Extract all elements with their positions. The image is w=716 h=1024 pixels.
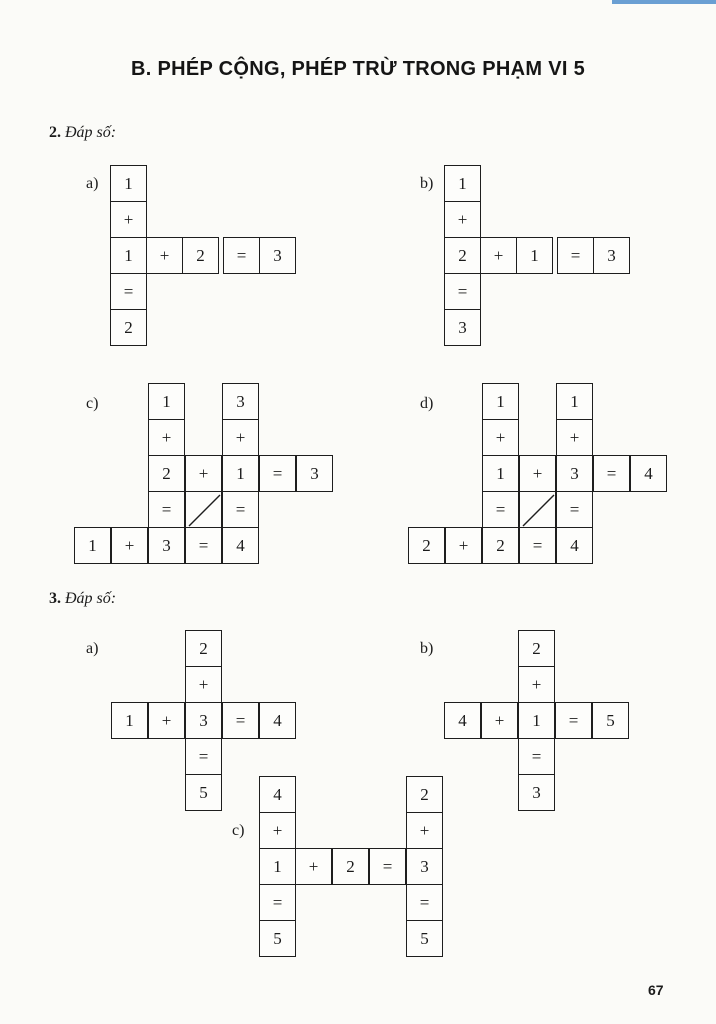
cell: 4 [556,527,593,564]
cell: 3 [185,702,222,739]
cell: 4 [222,527,259,564]
page-title: B. PHÉP CỘNG, PHÉP TRỪ TRONG PHẠM VI 5 [131,58,585,80]
cell: 5 [406,920,443,957]
cell: = [222,491,259,528]
cell: 1 [482,383,519,420]
cell: = [518,738,555,775]
cell: + [148,702,185,739]
cell: 1 [222,455,259,492]
cell: 1 [111,702,148,739]
cell: 4 [630,455,667,492]
cell: = [369,848,406,885]
cell: 3 [406,848,443,885]
cell: 2 [444,237,481,274]
cell: = [222,702,259,739]
cell: = [259,884,296,921]
cell: = [556,491,593,528]
cell: 3 [148,527,185,564]
exercise-2d-label: d) [420,395,434,412]
cell: 4 [444,702,481,739]
top-color-bar [612,0,716,4]
section-3-heading [49,590,116,608]
cell: 5 [185,774,222,811]
cell: 1 [110,165,147,202]
cell: 1 [110,237,147,274]
cell: 1 [482,455,519,492]
cell: + [556,419,593,456]
cell: + [259,812,296,849]
cell: 3 [259,237,296,274]
cell: + [406,812,443,849]
section-3-number: 3. [49,590,61,607]
cell: 1 [259,848,296,885]
exercise-3a-label: a) [86,640,99,657]
cell: 1 [74,527,111,564]
section-2-heading [49,124,116,142]
cell: 2 [406,776,443,813]
cell: + [148,419,185,456]
cell: 2 [482,527,519,564]
exercise-2a-label: a) [86,175,99,192]
cell: = [557,237,594,274]
cell: + [519,455,556,492]
cell: = [555,702,592,739]
exercise-2b-label: b) [420,175,434,192]
cell: = [110,273,147,310]
cell: + [445,527,482,564]
cell: + [111,527,148,564]
cell: 2 [148,455,185,492]
cell: 3 [222,383,259,420]
cell: = [223,237,260,274]
cell: + [222,419,259,456]
cell: 2 [182,237,219,274]
cell: = [482,491,519,528]
cell: 2 [518,630,555,667]
cell: + [444,201,481,238]
cell: 2 [185,630,222,667]
section-3-label: Đáp số: [65,590,117,607]
diagonal-cell [185,491,222,528]
cell: = [519,527,556,564]
cell: + [518,666,555,703]
cell: = [185,527,222,564]
cell: 1 [556,383,593,420]
cell: = [259,455,296,492]
diagonal-cell [519,491,556,528]
cell: + [185,666,222,703]
exercise-2c-label: c) [86,395,99,412]
cell: 1 [516,237,553,274]
cell: 4 [259,702,296,739]
cell: + [480,237,517,274]
cell: = [593,455,630,492]
cell: 3 [593,237,630,274]
page-number: 67 [648,982,664,998]
cell: + [110,201,147,238]
exercise-3c-label: c) [232,822,245,839]
section-2-label: Đáp số: [65,124,117,141]
exercise-3b-label: b) [420,640,434,657]
cell: 5 [592,702,629,739]
cell: + [185,455,222,492]
cell: = [185,738,222,775]
cell: 1 [148,383,185,420]
cell: + [146,237,183,274]
cell: = [406,884,443,921]
cell: + [295,848,332,885]
cell: 1 [444,165,481,202]
cell: = [444,273,481,310]
cell: 3 [444,309,481,346]
cell: 3 [518,774,555,811]
cell: 3 [296,455,333,492]
cell: 5 [259,920,296,957]
cell: + [481,702,518,739]
section-2-number: 2. [49,124,61,141]
cell: = [148,491,185,528]
cell: 1 [518,702,555,739]
cell: 4 [259,776,296,813]
cell: 2 [408,527,445,564]
cell: 2 [110,309,147,346]
cell: + [482,419,519,456]
cell: 2 [332,848,369,885]
cell: 3 [556,455,593,492]
